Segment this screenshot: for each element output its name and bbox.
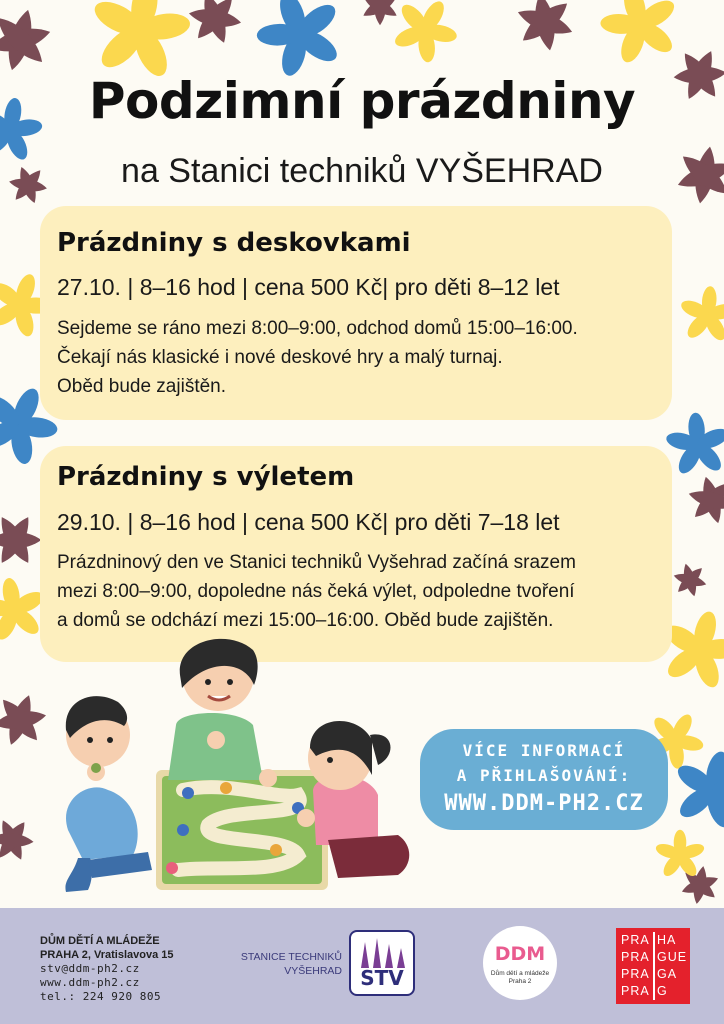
praha-logo-text: HA	[657, 933, 677, 947]
event-card-boardgames	[40, 206, 672, 420]
organization-contact	[40, 934, 174, 1004]
praha-logo-text: PRA	[621, 933, 650, 947]
org-email-link[interactable]: stv@ddm-ph2.cz	[40, 962, 140, 975]
event-meta: 29.10. | 8–16 hod | cena 500 Kč| pro děti 7–18 let	[57, 509, 560, 535]
footer	[0, 908, 724, 1024]
praha-logo-text: GUE	[657, 950, 688, 964]
praha-logo-text: GA	[657, 967, 678, 981]
ddm-logo	[483, 926, 557, 1000]
praha-logo-text: PRA	[621, 967, 650, 981]
praha-logo-text: PRA	[621, 984, 650, 998]
praha-logo-text: G	[657, 984, 668, 998]
ddm-caption-line-2: Praha 2	[508, 978, 532, 985]
ddm-caption-line-1: Dům dětí a mládeže	[490, 970, 550, 977]
game-board	[156, 770, 328, 890]
praha-logo	[616, 928, 690, 1004]
kids-boardgame-illustration	[48, 630, 428, 900]
event-meta: 27.10. | 8–16 hod | cena 500 Kč| pro děti 8–12 let	[57, 274, 560, 300]
more-info-bubble	[420, 729, 668, 830]
praha-logo-divider	[653, 932, 655, 1000]
event-description-line: Oběd bude zajištěn.	[57, 376, 227, 397]
org-name: DŮM DĚTÍ A MLÁDEŽE	[40, 935, 160, 947]
org-phone: tel.: 224 920 805	[40, 990, 162, 1003]
stv-name-line-2: VYŠEHRAD	[284, 965, 342, 977]
kid-middle	[168, 639, 277, 787]
info-url-link[interactable]: WWW.DDM-PH2.CZ	[444, 791, 644, 816]
info-line-1: VÍCE INFORMACÍ	[462, 741, 626, 760]
org-web-link[interactable]: www.ddm-ph2.cz	[40, 976, 140, 989]
ddm-logo-caption	[483, 970, 557, 986]
event-heading: Prázdniny s deskovkami	[57, 228, 411, 258]
kid-left	[65, 696, 152, 892]
event-heading: Prázdniny s výletem	[57, 462, 355, 492]
page-subtitle: na Stanici techniků VYŠEHRAD	[121, 152, 603, 190]
stv-logo	[349, 930, 415, 996]
event-description-line: Prázdninový den ve Stanici techniků Vyšehrad začíná srazem	[57, 552, 576, 573]
vysehrad-towers-icon	[351, 934, 413, 970]
stv-logo-text: STV	[360, 966, 404, 990]
event-description-line: a domů se odchází mezi 15:00–16:00. Oběd bude zajištěn.	[57, 610, 554, 631]
praha-logo-left-column	[621, 932, 650, 1000]
event-description-line: Čekají nás klasické i nové deskové hry a malý turnaj.	[57, 347, 503, 368]
org-address: PRAHA 2, Vratislavova 15	[40, 949, 174, 961]
page-title: Podzimní prázdniny	[88, 72, 636, 130]
praha-logo-right-column	[657, 932, 687, 1000]
event-description	[57, 548, 667, 635]
event-description-line: Sejdeme se ráno mezi 8:00–9:00, odchod domů 15:00–16:00.	[57, 318, 578, 339]
event-description-line: mezi 8:00–9:00, dopoledne nás čeká výlet, odpoledne tvoření	[57, 581, 575, 602]
stv-name	[236, 950, 342, 978]
event-description	[57, 314, 667, 401]
ddm-logo-mark: DDM	[494, 943, 546, 965]
stv-name-line-1: STANICE TECHNIKŮ	[240, 951, 342, 963]
info-line-2: A PŘIHLAŠOVÁNÍ:	[456, 766, 632, 785]
praha-logo-text: PRA	[621, 950, 650, 964]
